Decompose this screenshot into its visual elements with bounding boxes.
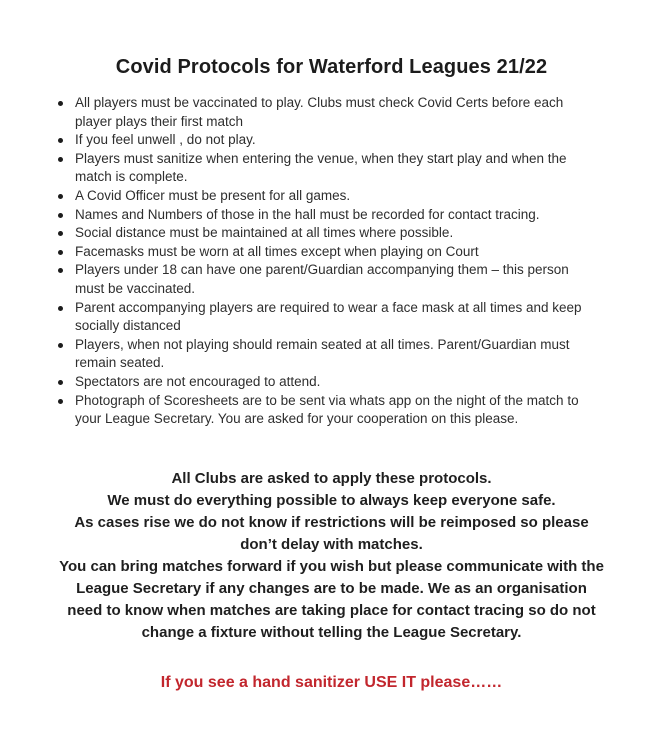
list-item: Players, when not playing should remain seated at all times. Parent/Guardian must remain seated.	[75, 336, 593, 373]
list-item: All players must be vaccinated to play. Clubs must check Covid Certs before each player plays their first match	[75, 94, 593, 131]
protocol-list	[0, 94, 663, 429]
list-item: Spectators are not encouraged to attend.	[75, 373, 593, 392]
list-item: Players must sanitize when entering the venue, when they start play and when the match is complete.	[75, 150, 593, 187]
closing-line: We must do everything possible to always keep everyone safe.	[107, 491, 556, 509]
list-item: Names and Numbers of those in the hall must be recorded for contact tracing.	[75, 206, 593, 225]
closing-line: All Clubs are asked to apply these protocols.	[171, 469, 492, 487]
list-item: Parent accompanying players are required to wear a face mask at all times and keep socially distanced	[75, 299, 593, 336]
sanitizer-notice: If you see a hand sanitizer USE IT please……	[160, 673, 503, 691]
closing-statement	[58, 468, 606, 644]
closing-line: You can bring matches forward if you wish but please communicate with the League Secretary if any changes are to be made. We as an organisation need to know when matches are taking place for contact tracing so do not change a fixture without telling the League Secretary.	[59, 557, 604, 641]
list-item: A Covid Officer must be present for all games.	[75, 187, 593, 206]
list-item: Social distance must be maintained at all times where possible.	[75, 224, 593, 243]
closing-line: As cases rise we do not know if restrictions will be reimposed so please don’t delay with matches.	[74, 513, 589, 553]
list-item: If you feel unwell , do not play.	[75, 131, 593, 150]
list-item: Facemasks must be worn at all times except when playing on Court	[75, 243, 593, 262]
list-item: Players under 18 can have one parent/Guardian accompanying them – this person must be vaccinated.	[75, 261, 593, 298]
page-title: Covid Protocols for Waterford Leagues 21/22	[115, 56, 548, 78]
list-item: Photograph of Scoresheets are to be sent via whats app on the night of the match to your League Secretary. You are asked for your cooperation on this please.	[75, 392, 593, 429]
